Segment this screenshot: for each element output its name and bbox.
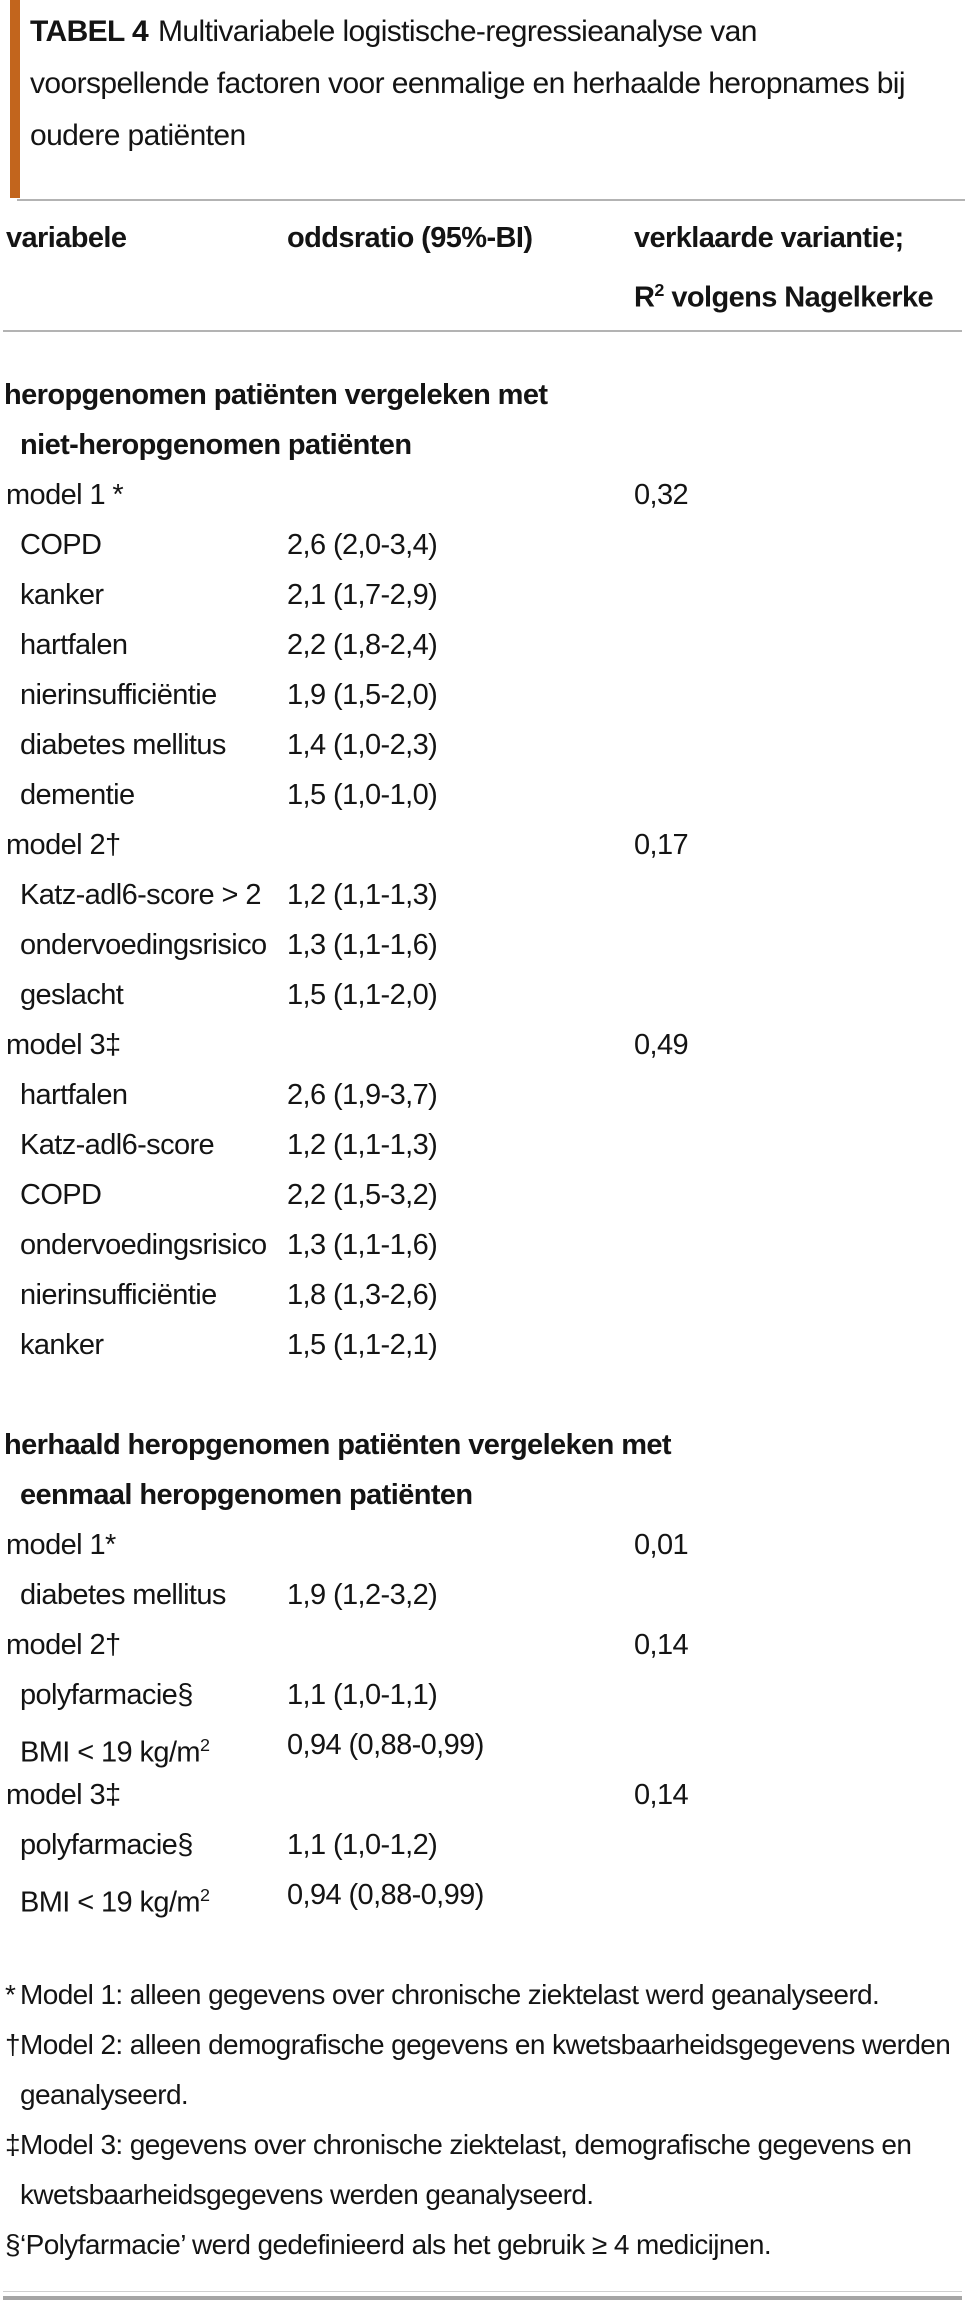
table-row [0,570,965,620]
table-title [30,6,905,162]
title-line-3: oudere patiënten [30,119,246,152]
row-label: kanker [20,1329,104,1361]
variance-value [634,770,965,820]
table-row [0,620,965,670]
table-row [0,1670,965,1720]
footnote-line [0,2020,965,2070]
row-label: model 3‡ [6,1029,121,1061]
row-label: hartfalen [20,629,128,661]
variance-value: 0,49 [634,1029,689,1061]
variance-value [634,920,965,970]
table-body [0,370,965,2270]
footnote-line [0,2170,965,2220]
table-row [0,1770,965,1820]
table-row [0,1520,965,1570]
odds-ratio-value: 1,5 (1,1-2,0) [287,979,438,1011]
variance-value [634,1820,965,1870]
r-superscript: 2 [654,280,664,300]
footnote-marker: ‡ [5,2129,20,2160]
odds-ratio-value: 2,6 (1,9-3,7) [287,1079,438,1111]
variance-value [634,1220,965,1270]
variance-value: 0,14 [634,1779,689,1811]
column-header-oddsratio: oddsratio (95%-BI) [287,222,533,254]
row-label: Katz-adl6-score [20,1129,215,1161]
column-headers [0,212,965,324]
row-label: ondervoedingsrisico [20,929,267,961]
variance-value [634,970,965,1020]
footnote-line [0,2220,965,2270]
footnote-text: Model 3: gegevens over chronische ziektelast, demografische gegevens en [20,2129,912,2160]
label-superscript: 2 [199,1885,210,1905]
column-header-variance-line1: verklaarde variantie; [634,222,904,254]
footnote-text: kwetsbaarheidsgegevens werden geanalyseerd. [20,2179,594,2210]
table-row [0,1570,965,1620]
label-superscript: 2 [199,1735,210,1755]
odds-ratio-value: 1,1 (1,0-1,1) [287,1679,438,1711]
row-label: BMI < 19 $kg/m^2$ [20,1885,210,1919]
row-label: ondervoedingsrisico [20,1229,267,1261]
variance-value [634,1570,965,1620]
row-label: diabetes mellitus [20,729,226,761]
table-row [0,520,965,570]
variance-value [634,670,965,720]
table-row [0,770,965,820]
odds-ratio-value [287,1620,634,1670]
row-label: geslacht [20,979,124,1011]
odds-ratio-value: 1,3 (1,1-1,6) [287,1229,438,1261]
row-label: COPD [20,529,102,561]
odds-ratio-value: 0,94 (0,88-0,99) [287,1879,484,1911]
footnote-text: Model 2: alleen demografische gegevens en kwetsbaarheidsgegevens werden [20,2029,951,2060]
row-label: kanker [20,579,104,611]
table-row [0,1870,965,1920]
variance-value [634,1270,965,1320]
section-heading: niet-heropgenomen patiënten [20,429,412,461]
odds-ratio-value: 1,2 (1,1-1,3) [287,1129,438,1161]
table-row [0,820,965,870]
row-label: COPD [20,1179,102,1211]
column-header-variance [634,212,965,324]
table-row [0,1020,965,1070]
section-heading: herhaald heropgenomen patiënten vergeleken met [4,1429,671,1461]
table-row [0,1820,965,1870]
odds-ratio-value: 1,4 (1,0-2,3) [287,729,438,761]
row-label: polyfarmacie§ [20,1679,193,1711]
odds-ratio-value [287,1520,634,1570]
table-number: TABEL 4 [30,15,149,48]
row-label: model 3‡ [6,1779,121,1811]
odds-ratio-value [287,1770,634,1820]
title-divider [17,199,965,201]
table-row [0,1170,965,1220]
row-label: Katz-adl6-score > 2 [20,879,261,911]
variance-value [634,720,965,770]
table-row [0,1220,965,1270]
footnote-marker: * [5,1979,16,2010]
title-line-2: voorspellende factoren voor eenmalige en herhaalde heropnames bij [30,67,905,100]
variance-value: 0,32 [634,479,689,511]
odds-ratio-value [287,470,634,520]
footnote-line [0,2070,965,2120]
row-label: nierinsufficiëntie [20,1279,217,1311]
header-divider [3,330,962,332]
table-section-2 [0,1420,965,1920]
table-row [0,1620,965,1670]
row-label: diabetes mellitus [20,1579,226,1611]
table-section-1 [0,370,965,1370]
odds-ratio-value: 2,6 (2,0-3,4) [287,529,438,561]
row-label: dementie [20,779,135,811]
table-row [0,920,965,970]
nagelkerke-text: volgens Nagelkerke [663,281,934,314]
variance-value [634,620,965,670]
odds-ratio-value: 1,9 (1,2-3,2) [287,1579,438,1611]
odds-ratio-value: 0,94 (0,88-0,99) [287,1729,484,1761]
odds-ratio-value: 1,5 (1,1-2,1) [287,1329,438,1361]
odds-ratio-value: 2,2 (1,5-3,2) [287,1179,438,1211]
variance-value [634,1120,965,1170]
footnote-line [0,2120,965,2170]
column-header-variabele: variabele [6,222,127,254]
row-label: model 1 * [6,479,124,511]
table-row [0,720,965,770]
odds-ratio-value: 1,5 (1,0-1,0) [287,779,438,811]
footnotes [0,1970,965,2270]
table-row [0,1720,965,1770]
odds-ratio-value [287,1020,634,1070]
title-line-1 [30,6,905,58]
footnote-marker: † [5,2029,20,2060]
table-row [0,670,965,720]
footnote-text: Model 1: alleen gegevens over chronische ziektelast werd geanalyseerd. [20,1979,880,2010]
variance-value [634,1170,965,1220]
variance-value [634,1320,965,1370]
variance-value: 0,14 [634,1629,689,1661]
footnote-line [0,1970,965,2020]
bottom-rule-thick [3,2296,962,2300]
accent-bar [10,0,20,198]
odds-ratio-value: 2,2 (1,8-2,4) [287,629,438,661]
odds-ratio-value: 1,8 (1,3-2,6) [287,1279,438,1311]
section-heading: eenmaal heropgenomen patiënten [20,1479,473,1511]
row-label: BMI < 19 $kg/m^2$ [20,1735,210,1769]
odds-ratio-value: 1,9 (1,5-2,0) [287,679,438,711]
table-row [0,870,965,920]
odds-ratio-value: 1,3 (1,1-1,6) [287,929,438,961]
row-label: hartfalen [20,1079,128,1111]
table-row [0,1120,965,1170]
row-label: nierinsufficiëntie [20,679,217,711]
odds-ratio-value: 2,1 (1,7-2,9) [287,579,438,611]
odds-ratio-value: 1,1 (1,0-1,2) [287,1829,438,1861]
table-row [0,1320,965,1370]
table-sections [0,370,965,1920]
variance-value: 0,17 [634,829,689,861]
variance-value [634,1720,965,1778]
bottom-rule-thin [3,2291,962,2292]
variance-value: 0,01 [634,1529,689,1561]
row-label: model 1* [6,1529,116,1561]
odds-ratio-value [287,820,634,870]
table-row [0,1070,965,1120]
table-row [0,470,965,520]
variance-value [634,1670,965,1720]
variance-value [634,570,965,620]
variance-value [634,520,965,570]
row-label: model 2† [6,1629,121,1661]
column-header-variance-line2 [634,264,965,324]
table-row [0,1270,965,1320]
footnote-marker: § [5,2229,20,2260]
footnote-text: geanalyseerd. [20,2079,189,2110]
section-heading: heropgenomen patiënten vergeleken met [4,379,548,411]
variance-value [634,1870,965,1928]
odds-ratio-value: 1,2 (1,1-1,3) [287,879,438,911]
variance-value [634,870,965,920]
row-label: polyfarmacie§ [20,1829,193,1861]
table-row [0,970,965,1020]
footnote-text: ‘Polyfarmacie’ werd gedefinieerd als het gebruik ≥ 4 medicijnen. [20,2229,772,2260]
variance-value [634,1070,965,1120]
row-label: model 2† [6,829,121,861]
r-symbol: R [634,281,655,314]
title-text: Multivariabele logistische-regressieanalyse van [158,15,757,48]
